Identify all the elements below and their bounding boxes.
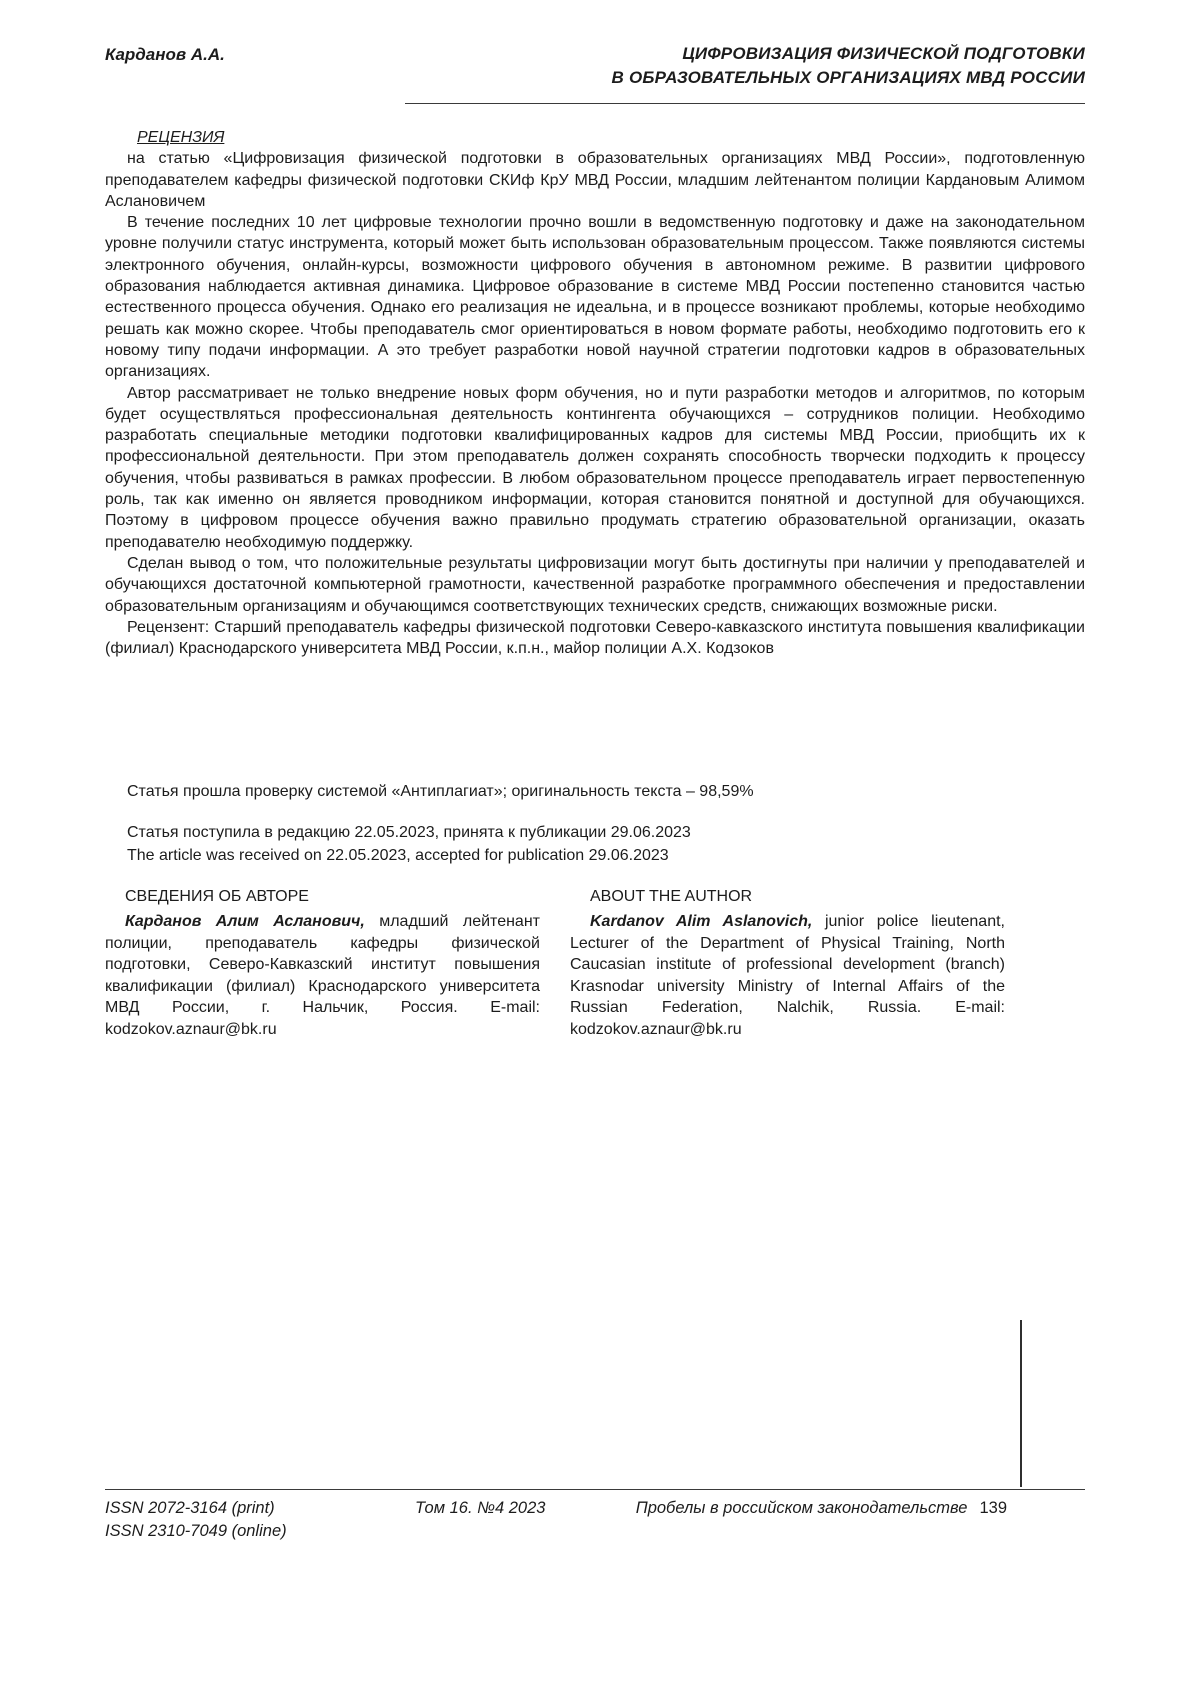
submission-dates-en: The article was received on 22.05.2023, accepted for publication 29.06.2023 <box>127 846 669 864</box>
plagiarism-note: Статья прошла проверку системой «Антиплагиат»; оригинальность текста – 98,59% <box>127 783 754 800</box>
about-author-ru-text <box>105 911 540 1040</box>
header-author: Карданов А.А. <box>105 45 225 64</box>
review-paragraph: на статью «Цифровизация физической подготовки в образовательных организациях МВД России», подготовленную преподавателем кафедры физической подготовки СКИф КрУ МВД России, младшим лейтенантом полиции Кардановым Алимом Аслановичем <box>105 150 1085 210</box>
about-author-en-heading: ABOUT THE AUTHOR <box>590 888 753 905</box>
review-paragraph: Сделан вывод о том, что положительные результаты цифровизации могут быть достигнуты при наличии у преподавателей и обучающихся достаточной компьютерной грамотности, качественной разработке программного обеспечения и предоставлении образовательным организациям и обучающимся соответствующих технических средств, снижающих возможные риски. <box>105 554 1085 615</box>
author-name-ru: Карданов Алим Асланович, <box>125 913 365 930</box>
page-number: 139 <box>979 1499 1007 1517</box>
header-divider <box>405 103 1085 104</box>
submission-dates <box>127 822 1067 867</box>
issn-online: ISSN 2310-7049 (online) <box>105 1522 287 1540</box>
footer-volume: Том 16. №4 2023 <box>415 1499 546 1517</box>
review-heading: РЕЦЕНЗИЯ <box>137 129 225 146</box>
about-author-en <box>570 886 1005 1040</box>
footer-divider <box>105 1489 1085 1490</box>
about-author-section <box>105 886 1005 1040</box>
author-name-en: Kardanov Alim Aslanovich, <box>590 913 813 930</box>
journal-title: Пробелы в российском законодательстве <box>635 1499 968 1517</box>
author-bio-en: junior police lieutenant, Lecturer of the Department of Physical Training, North Caucasian institute of professional development (branch) Krasnodar university Ministry of Internal Affairs of the Russian Federation, Nalchik, Russia. E-mail: kodzokov.aznaur@bk.ru <box>570 913 1005 1038</box>
review-paragraph: В течение последних 10 лет цифровые технологии прочно вошли в ведомственную подготовку и даже на законодательном уровне получили статус инструмента, который может быть использован образовательным процессом. Также появляются системы электронного обучения, онлайн-курсы, возможности цифрового обучения в автономном режиме. В развитии цифрового образования наблюдается активная динамика. Цифровое образование в системе МВД России постепенно становится частью естественного процесса обучения. Однако его реализация не идеальна, и в процессе возникают проблемы, которые необходимо решать как можно скорее. Чтобы преподаватель смог ориентироваться в новом формате работы, необходимо подготовить его к новому типу подачи информации. А это требует разработки новой научной стратегии подготовки кадров в образовательных организациях. <box>105 214 1085 381</box>
footer-journal <box>560 1497 1007 1520</box>
page-header <box>105 42 1085 90</box>
footer-issn <box>105 1497 287 1543</box>
right-margin-rule <box>1020 1320 1022 1487</box>
header-title-line-2: В ОБРАЗОВАТЕЛЬНЫХ ОРГАНИЗАЦИЯХ МВД РОССИИ <box>611 68 1085 87</box>
review-paragraph: Автор рассматривает не только внедрение новых форм обучения, но и пути разработки методов и алгоритмов, по которым будет осуществляться профессиональная деятельность контингента обучающихся – сотрудников полиции. Необходимо разработать специальные методики подготовки квалифицированных кадров для системы МВД России, приобщить их к профессиональной деятельности. При этом преподаватель должен сохранять способность творчески подходить к процессу обучения, чтобы развиваться в рамках профессии. В любом образовательном процессе преподаватель играет первостепенную роль, так как именно он является проводником информации, которая становится понятной и доступной для обучающихся. Поэтому в цифровом процессе обучения важно правильно продумать стратегию образовательной организации, оказать преподавателю необходимую поддержку. <box>105 384 1085 551</box>
header-article-title <box>612 42 1085 90</box>
review-paragraph: Рецензент: Старший преподаватель кафедры физической подготовки Северо-кавказского института повышения квалификации (филиал) Краснодарского университета МВД России, к.п.н., майор полиции А.Х. Кодзоков <box>105 618 1085 658</box>
submission-dates-ru: Статья поступила в редакцию 22.05.2023, принята к публикации 29.06.2023 <box>127 824 691 841</box>
review-body <box>105 127 1085 659</box>
header-title-line-1: ЦИФРОВИЗАЦИЯ ФИЗИЧЕСКОЙ ПОДГОТОВКИ <box>682 44 1085 63</box>
author-bio-ru: младший лейтенант полиции, преподаватель кафедры физической подготовки, Северо-Кавказский институт повышения квалификации (филиал) Краснодарского университета МВД России, г. Нальчик, Россия. E-mail: kodzokov.aznaur@bk.ru <box>105 913 540 1038</box>
issn-print: ISSN 2072-3164 (print) <box>105 1499 275 1517</box>
about-author-ru-heading: СВЕДЕНИЯ ОБ АВТОРЕ <box>125 888 309 905</box>
about-author-ru <box>105 886 540 1040</box>
about-author-en-text <box>570 911 1005 1040</box>
